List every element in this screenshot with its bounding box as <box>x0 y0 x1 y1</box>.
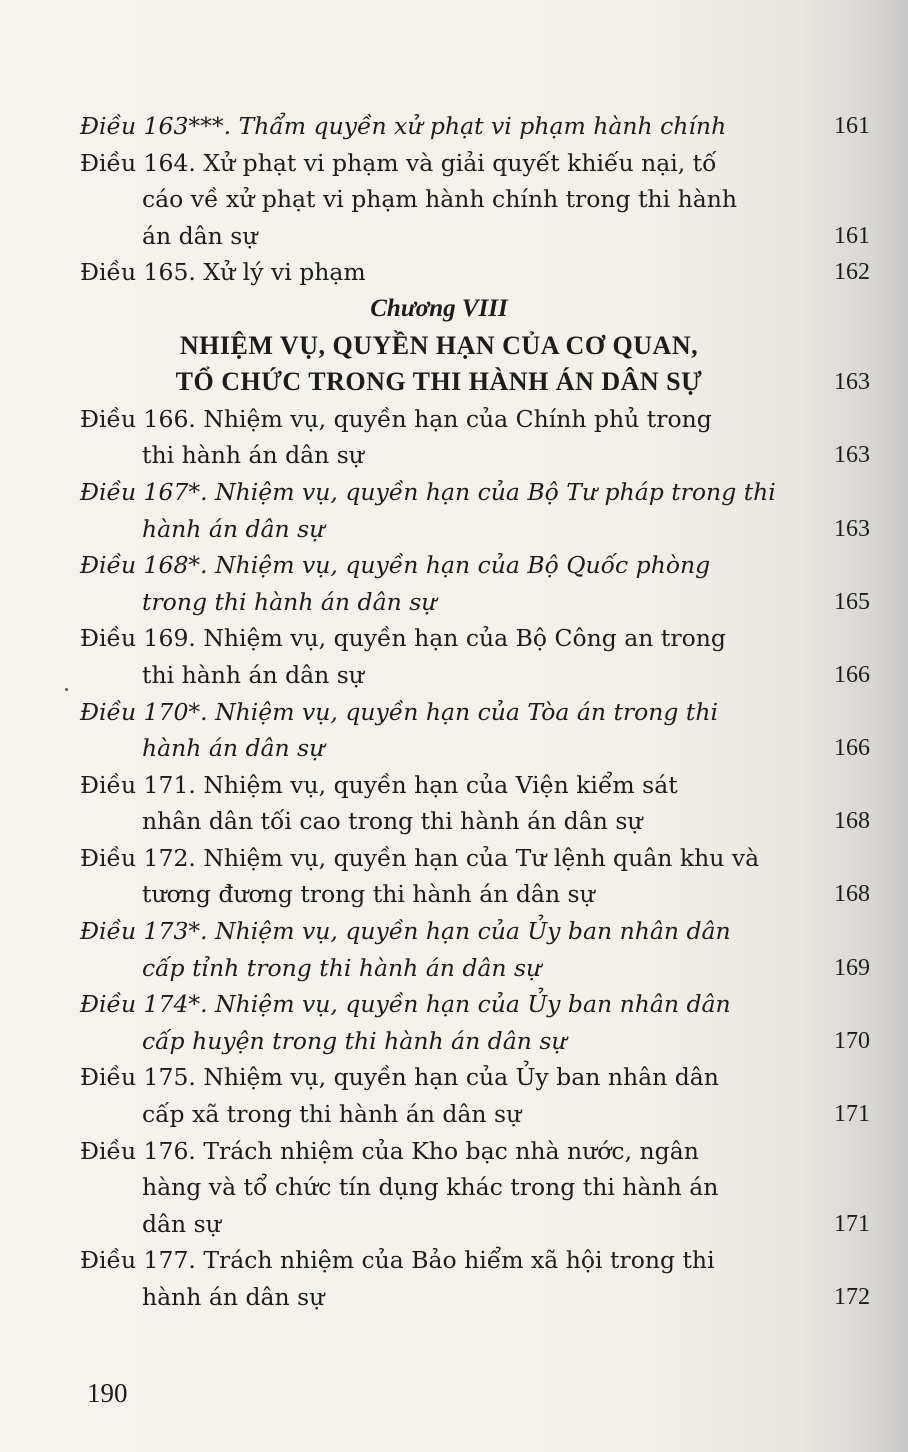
toc-entry <box>80 1133 870 1243</box>
paper-speck <box>65 688 68 691</box>
toc-entry <box>80 1242 870 1315</box>
toc-entry-text <box>80 401 798 474</box>
toc-entry-page-number: 172 <box>834 1284 870 1310</box>
chapter-label: Chương VIII <box>370 294 508 322</box>
chapter-title-line-2: TỔ CHỨC TRONG THI HÀNH ÁN DÂN SỰ <box>175 367 703 397</box>
toc-entry-text <box>80 986 798 1059</box>
toc-entry-line: Điều 167*. Nhiệm vụ, quyền hạn của Bộ Tư pháp trong thi <box>80 477 776 506</box>
toc-entry-text <box>80 1242 798 1315</box>
toc-entry-line: Điều 170*. Nhiệm vụ, quyền hạn của Tòa án trong thi <box>80 697 719 726</box>
toc-entry-page-number: 166 <box>834 735 870 762</box>
toc-entry-page-number: 166 <box>834 661 870 688</box>
toc-entry <box>80 254 870 291</box>
toc-entry-continuation-line: án dân sự <box>142 221 258 250</box>
toc-entry-continuation-line: trong thi hành án dân sự <box>142 587 437 616</box>
toc-entry-line: Điều 168*. Nhiệm vụ, quyền hạn của Bộ Quốc phòng <box>80 551 711 580</box>
toc-entry-page-number: 161 <box>834 113 870 139</box>
toc-entry-page-number: 168 <box>834 808 870 835</box>
toc-entries-after-chapter <box>80 401 870 1316</box>
toc-entry-page-number: 165 <box>834 588 870 615</box>
toc-entry-continuation-line: cấp xã trong thi hành án dân sự <box>142 1100 522 1129</box>
toc-entry-line: Điều 165. Xử lý vi phạm <box>80 258 366 287</box>
toc-entry-text <box>80 1059 798 1132</box>
toc-entry-continuation-line: cấp tỉnh trong thi hành án dân sự <box>142 953 542 982</box>
toc-entry <box>80 108 870 145</box>
toc-entry <box>80 401 870 474</box>
toc-entry-line: Điều 163***. Thẩm quyền xử phạt vi phạm hành chính <box>80 112 727 140</box>
chapter-page-number: 163 <box>834 369 870 396</box>
toc-entry <box>80 767 870 840</box>
toc-entry-text <box>80 620 798 693</box>
toc-entry-continuation-line: thi hành án dân sự <box>142 660 364 689</box>
toc-entry-continuation-line: hành án dân sự <box>142 514 325 543</box>
toc-entry-text <box>80 840 798 913</box>
toc-entry-text <box>80 547 798 620</box>
toc-entry-page-number: 170 <box>834 1027 870 1054</box>
chapter-title-line-1: NHIỆM VỤ, QUYỀN HẠN CỦA CƠ QUAN, <box>179 330 699 360</box>
toc-entry-page-number: 162 <box>834 259 870 286</box>
toc-entry-text <box>80 474 798 547</box>
toc-entry-continuation-line: cáo về xử phạt vi phạm hành chính trong thi hành <box>142 185 738 214</box>
toc-entry-line: Điều 173*. Nhiệm vụ, quyền hạn của Ủy ban nhân dân <box>80 917 731 946</box>
toc-entry-page-number: 171 <box>834 1101 870 1128</box>
toc-entry <box>80 913 870 986</box>
toc-entry-continuation-line: hành án dân sự <box>142 734 325 763</box>
toc-entry <box>80 840 870 913</box>
toc-entry-text <box>80 108 798 145</box>
toc-entry-line: Điều 175. Nhiệm vụ, quyền hạn của Ủy ban nhân dân <box>80 1063 719 1092</box>
toc-entry-line: Điều 166. Nhiệm vụ, quyền hạn của Chính phủ trong <box>80 404 712 433</box>
toc-entry-continuation-line: hành án dân sự <box>142 1283 325 1311</box>
toc-entry-page-number: 169 <box>834 954 870 981</box>
toc-entry-line: Điều 176. Trách nhiệm của Kho bạc nhà nước, ngân <box>80 1136 699 1165</box>
toc-entry <box>80 1059 870 1132</box>
toc-entry-continuation-line: hàng và tổ chức tín dụng khác trong thi hành án <box>142 1173 719 1202</box>
toc-entry-continuation-line: tương đương trong thi hành án dân sự <box>142 880 595 909</box>
toc-entry-line: Điều 171. Nhiệm vụ, quyền hạn của Viện kiểm sát <box>80 770 678 799</box>
toc-entry-page-number: 171 <box>834 1210 870 1237</box>
toc-entry <box>80 474 870 547</box>
toc-entry-page-number: 168 <box>834 881 870 908</box>
toc-entry-line: Điều 172. Nhiệm vụ, quyền hạn của Tư lệnh quân khu và <box>80 843 760 872</box>
toc-entry <box>80 986 870 1059</box>
toc-entry-continuation-line: dân sự <box>142 1209 221 1238</box>
toc-entry-page-number: 163 <box>834 515 870 542</box>
toc-entry <box>80 547 870 620</box>
toc-entry-text <box>80 145 798 255</box>
toc-entry-page-number: 161 <box>834 222 870 249</box>
toc-entry-continuation-line: cấp huyện trong thi hành án dân sự <box>142 1026 567 1055</box>
toc-entry <box>80 620 870 693</box>
toc-entry-page-number: 163 <box>834 442 870 469</box>
toc-entry-text <box>80 1133 798 1243</box>
page-folio-number: 190 <box>87 1378 128 1408</box>
toc-entry-line: Điều 169. Nhiệm vụ, quyền hạn của Bộ Công an trong <box>80 624 726 653</box>
toc-entry-line: Điều 177. Trách nhiệm của Bảo hiểm xã hội trong thi <box>80 1246 715 1275</box>
toc-entry-continuation-line: nhân dân tối cao trong thi hành án dân sự <box>142 807 643 836</box>
toc-entries-before-chapter <box>80 108 870 291</box>
toc-entry <box>80 694 870 767</box>
toc-entry-continuation-line: thi hành án dân sự <box>142 441 364 470</box>
toc-entry-line: Điều 174*. Nhiệm vụ, quyền hạn của Ủy ban nhân dân <box>80 990 731 1019</box>
toc-entry-text <box>80 913 798 986</box>
table-of-contents <box>80 108 870 1316</box>
toc-entry-text <box>80 254 798 291</box>
toc-entry <box>80 145 870 255</box>
chapter-heading <box>80 291 870 401</box>
toc-entry-text <box>80 694 798 767</box>
toc-entry-line: Điều 164. Xử phạt vi phạm và giải quyết khiếu nại, tố <box>80 148 717 177</box>
toc-entry-text <box>80 767 798 840</box>
